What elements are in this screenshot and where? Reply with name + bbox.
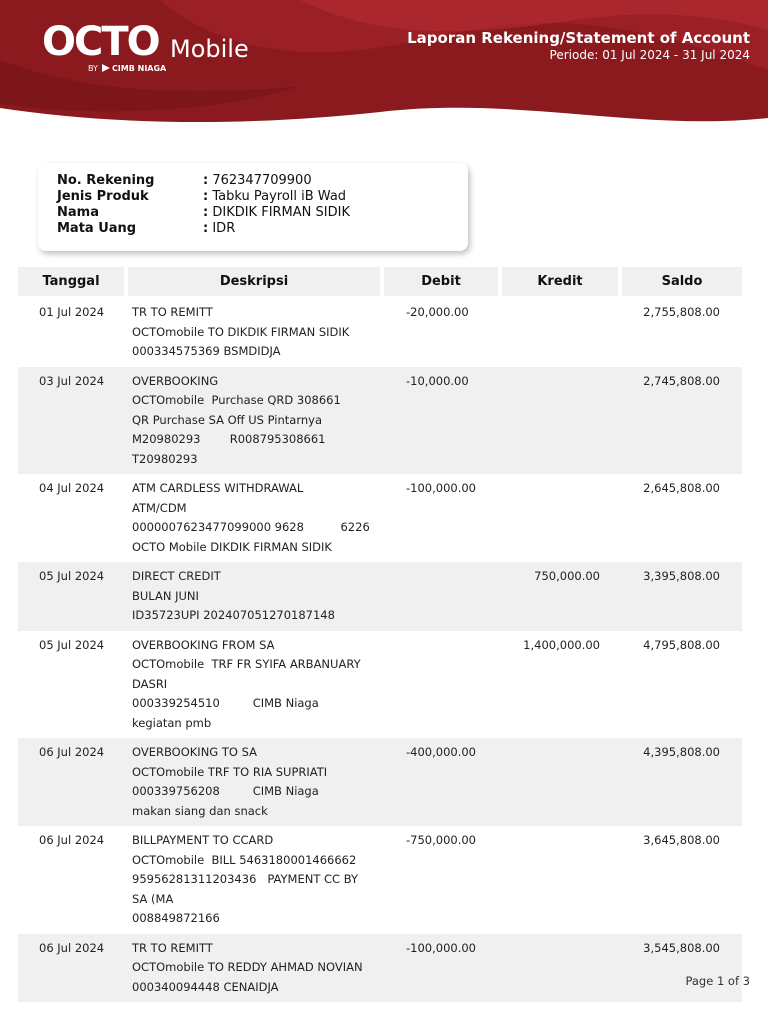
cell-saldo: 4,795,808.00: [643, 637, 720, 652]
account-info-card: [38, 163, 468, 251]
description-line: DIRECT CREDIT: [132, 569, 221, 583]
cell-saldo: 3,645,808.00: [643, 833, 720, 847]
cell-date: 05 Jul 2024: [39, 569, 105, 583]
cell-debit: -750,000.00: [406, 833, 476, 847]
table-row: [18, 367, 742, 475]
currency-value: : IDR: [203, 221, 236, 236]
header-banner: [0, 0, 768, 135]
product-type-label: Jenis Produk: [57, 189, 149, 204]
cell-description: [132, 479, 370, 557]
header-deskripsi: Deskripsi: [128, 267, 380, 296]
description-line: OVERBOOKING TO SA: [132, 745, 257, 759]
cell-saldo: 3,545,808.00: [643, 940, 720, 955]
product-type-value: : Tabku Payroll iB Wad: [203, 189, 347, 204]
table-row: [18, 826, 742, 934]
description-line: 000340094448 CENAIDJA: [132, 979, 279, 994]
description-line: OCTOmobile TO REDDY AHMAD NOVIAN: [132, 960, 363, 974]
description-line: ATM CARDLESS WITHDRAWAL: [132, 481, 304, 495]
cell-description: [132, 303, 349, 362]
description-line: OVERBOOKING: [132, 373, 219, 388]
description-line: M20980293 R008795308661: [132, 432, 326, 446]
description-line: 000339254510 CIMB Niaga: [132, 696, 319, 710]
table-row: [18, 738, 742, 826]
account-name-text: DIKDIK FIRMAN SIDIK: [212, 205, 350, 220]
header-tanggal: Tanggal: [18, 267, 124, 296]
currency-label: Mata Uang: [57, 221, 137, 236]
cell-debit: -100,000.00: [406, 481, 476, 495]
description-line: ATM/CDM: [132, 500, 187, 515]
currency-text: IDR: [212, 221, 236, 236]
description-line: ID35723UPI 202407051270187148: [132, 608, 335, 622]
page-number: Page 1 of 3: [685, 974, 750, 988]
cell-date: 05 Jul 2024: [39, 637, 105, 652]
header-saldo: Saldo: [622, 267, 742, 296]
logo-octo-text: OCTO: [42, 19, 159, 65]
cell-description: [132, 831, 358, 929]
description-line: OCTOmobile TRF TO RIA SUPRIATI: [132, 764, 328, 779]
header-kredit: Kredit: [502, 267, 618, 296]
table-row: [18, 474, 742, 562]
logo-bank-text: CIMB NIAGA: [111, 64, 167, 73]
cell-description: [132, 743, 327, 821]
description-line: TR TO REMITT: [132, 305, 213, 319]
cell-saldo: 2,645,808.00: [643, 481, 720, 495]
table-row: [18, 298, 742, 367]
description-line: kegiatan pmb: [132, 715, 212, 730]
cell-date: 06 Jul 2024: [39, 940, 105, 955]
table-row: [18, 562, 742, 631]
cell-saldo: 2,755,808.00: [643, 305, 720, 319]
cell-saldo: 2,745,808.00: [643, 373, 720, 388]
octo-mobile-logo: [42, 19, 272, 77]
statement-title: Laporan Rekening/Statement of Account: [407, 29, 750, 47]
account-name-value: : DIKDIK FIRMAN SIDIK: [203, 205, 350, 220]
account-name-label: Nama: [57, 205, 99, 220]
logo-by-text: BY: [88, 64, 98, 73]
cell-debit: -10,000.00: [406, 373, 469, 388]
description-line: OCTOmobile TRF FR SYIFA ARBANUARY: [132, 657, 361, 671]
product-type-text: Tabku Payroll iB Wad: [212, 189, 347, 204]
description-line: DASRI: [132, 676, 168, 691]
description-line: BILLPAYMENT TO CCARD: [132, 833, 274, 847]
description-line: OCTO Mobile DIKDIK FIRMAN SIDIK: [132, 539, 332, 554]
description-line: OCTOmobile BILL 5463180001466662: [132, 852, 357, 867]
cell-debit: -100,000.00: [406, 940, 476, 955]
cell-debit: -400,000.00: [406, 745, 476, 759]
description-line: 0000007623477099000 9628 6226: [132, 520, 370, 534]
description-line: OVERBOOKING FROM SA: [132, 637, 275, 652]
account-number-text: 762347709900: [212, 173, 312, 188]
table-row: [18, 934, 742, 1003]
description-line: SA (MA: [132, 891, 174, 906]
cell-kredit: 750,000.00: [534, 569, 600, 583]
description-line: makan siang dan snack: [132, 803, 268, 818]
cell-saldo: 4,395,808.00: [643, 745, 720, 759]
description-line: 000334575369 BSMDIDJA: [132, 344, 281, 358]
cimb-mark-icon: [102, 64, 110, 72]
description-line: OCTOmobile Purchase QRD 308661: [132, 393, 341, 407]
cell-date: 06 Jul 2024: [39, 833, 105, 847]
description-line: QR Purchase SA Off US Pintarnya: [132, 412, 323, 427]
account-number-label: No. Rekening: [57, 173, 155, 188]
cell-description: [132, 636, 361, 734]
cell-description: [132, 372, 341, 470]
description-line: OCTOmobile TO DIKDIK FIRMAN SIDIK: [132, 324, 350, 339]
cell-kredit: 1,400,000.00: [523, 637, 600, 652]
description-line: TR TO REMITT: [132, 940, 213, 955]
cell-description: [132, 939, 363, 998]
description-line: 000339756208 CIMB Niaga: [132, 784, 319, 798]
description-line: 008849872166: [132, 911, 220, 925]
cell-date: 04 Jul 2024: [39, 481, 105, 495]
statement-period: Periode: 01 Jul 2024 - 31 Jul 2024: [549, 48, 750, 62]
cell-date: 03 Jul 2024: [39, 373, 105, 388]
cell-date: 06 Jul 2024: [39, 745, 105, 759]
logo-mobile-text: Mobile: [170, 35, 249, 63]
cell-description: [132, 567, 335, 626]
description-line: 95956281311203436 PAYMENT CC BY: [132, 872, 359, 886]
description-line: BULAN JUNI: [132, 588, 199, 603]
cell-saldo: 3,395,808.00: [643, 569, 720, 583]
cell-date: 01 Jul 2024: [39, 305, 105, 319]
logo-by-cimb: [88, 64, 166, 73]
account-number-value: : 762347709900: [203, 173, 312, 188]
description-line: T20980293: [132, 451, 198, 466]
header-debit: Debit: [384, 267, 498, 296]
cell-debit: -20,000.00: [406, 305, 469, 319]
table-row: [18, 631, 742, 739]
